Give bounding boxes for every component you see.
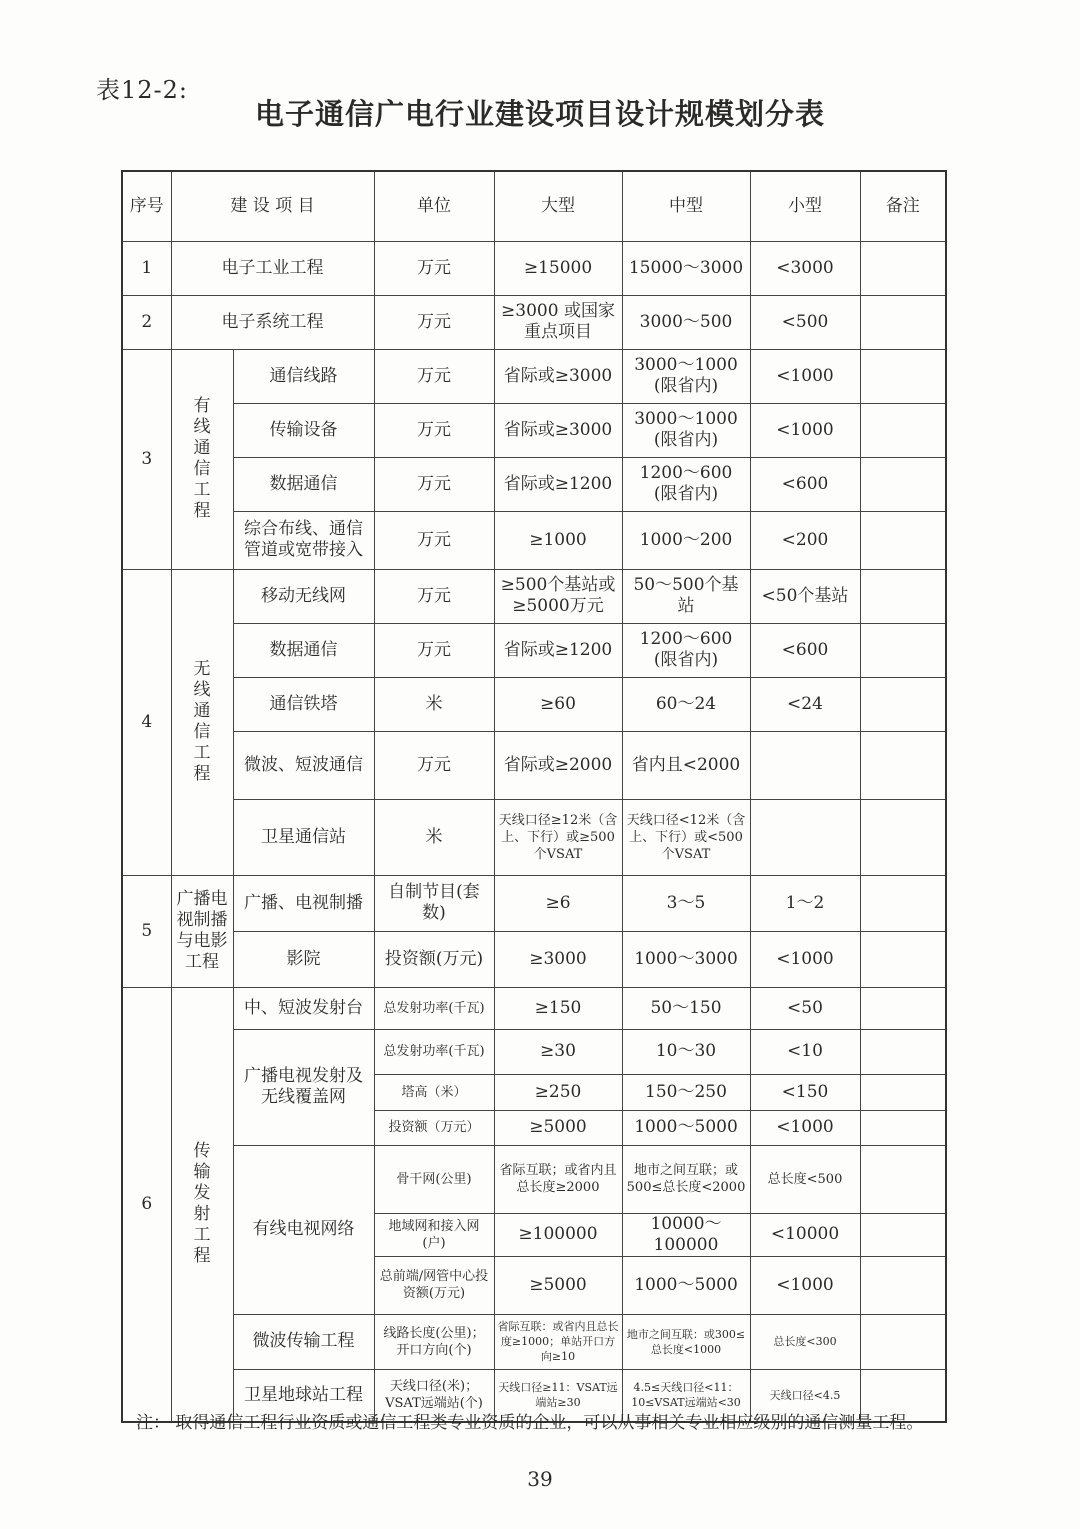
- cell-small: <200: [750, 511, 860, 569]
- cell-medium: 1000～5000: [622, 1110, 750, 1145]
- table-label: 表12-2:: [96, 76, 189, 104]
- cell-unit: 万元: [374, 241, 494, 295]
- cell-remark: [860, 1314, 946, 1369]
- cell-large: 省际或≥2000: [494, 731, 622, 799]
- cell-remark: [860, 987, 946, 1029]
- cell-name: 传输设备: [233, 403, 374, 457]
- cell-large: ≥5000: [494, 1256, 622, 1314]
- header-row: [122, 171, 946, 241]
- cell-unit: 米: [374, 677, 494, 731]
- cell-small: <3000: [750, 241, 860, 295]
- cell-name: 微波、短波通信: [233, 731, 374, 799]
- cell-large: ≥100000: [494, 1213, 622, 1256]
- cell-unit: 米: [374, 799, 494, 875]
- cell-remark: [860, 623, 946, 677]
- cell-name: 中、短波发射台: [233, 987, 374, 1029]
- cell-medium: 1200～600 (限省内): [622, 457, 750, 511]
- table-row: [122, 511, 946, 569]
- cell-medium: 地市之间互联：或300≤总长度<1000: [622, 1314, 750, 1369]
- table-row: [122, 1145, 946, 1213]
- cell-name: 卫星通信站: [233, 799, 374, 875]
- table-row: [122, 457, 946, 511]
- header-project: 建 设 项 目: [171, 171, 374, 241]
- cell-seq: 3: [122, 349, 171, 569]
- cell-unit: 骨干网(公里): [374, 1145, 494, 1213]
- cell-medium: 10～30: [622, 1029, 750, 1074]
- cell-large: ≥60: [494, 677, 622, 731]
- cell-remark: [860, 457, 946, 511]
- cell-remark: [860, 403, 946, 457]
- cell-remark: [860, 1074, 946, 1110]
- cell-small: <1000: [750, 1110, 860, 1145]
- cell-unit: 万元: [374, 569, 494, 623]
- cell-name: 综合布线、通信管道或宽带接入: [233, 511, 374, 569]
- header-remark: 备注: [860, 171, 946, 241]
- cell-large: ≥250: [494, 1074, 622, 1110]
- cell-large: ≥30: [494, 1029, 622, 1074]
- cell-small: <1000: [750, 931, 860, 987]
- cell-large: 省际或≥3000: [494, 349, 622, 403]
- cell-remark: [860, 799, 946, 875]
- footnote: 注： 取得通信工程行业资质或通信工程类专业资质的企业，可以从事相关专业相应级别的通信测量工程。: [136, 1413, 924, 1433]
- cell-medium: 150～250: [622, 1074, 750, 1110]
- cell-large: ≥1000: [494, 511, 622, 569]
- cell-remark: [860, 1110, 946, 1145]
- cell-remark: [860, 295, 946, 349]
- cell-small: <10: [750, 1029, 860, 1074]
- table-row: [122, 241, 946, 295]
- cell-large: ≥150: [494, 987, 622, 1029]
- cell-medium: 地市之间互联；或500≤总长度<2000: [622, 1145, 750, 1213]
- cell-unit: 万元: [374, 349, 494, 403]
- cell-remark: [860, 731, 946, 799]
- cell-name: 数据通信: [233, 623, 374, 677]
- table-row: [122, 295, 946, 349]
- cell-remark: [860, 1145, 946, 1213]
- cell-unit: 万元: [374, 511, 494, 569]
- cell-remark: [860, 1213, 946, 1256]
- cell-category: [171, 987, 233, 1422]
- cell-medium: 省内且<2000: [622, 731, 750, 799]
- cell-large: 省际互联；或省内且总长度≥2000: [494, 1145, 622, 1213]
- cell-large: 省际或≥1200: [494, 457, 622, 511]
- cell-large: ≥500个基站或≥5000万元: [494, 569, 622, 623]
- cell-large: ≥3000: [494, 931, 622, 987]
- cell-name: 卫星地球站工程: [233, 1369, 374, 1422]
- cell-small: <10000: [750, 1213, 860, 1256]
- cell-unit: 总发射功率(千瓦): [374, 1029, 494, 1074]
- cell-large: ≥5000: [494, 1110, 622, 1145]
- cell-remark: [860, 875, 946, 931]
- table-row: [122, 623, 946, 677]
- header-medium: 中型: [622, 171, 750, 241]
- cell-medium: 15000～3000: [622, 241, 750, 295]
- cell-medium: 50～150: [622, 987, 750, 1029]
- cell-unit: 万元: [374, 403, 494, 457]
- cell-large: ≥15000: [494, 241, 622, 295]
- table-row: [122, 799, 946, 875]
- cell-small: <500: [750, 295, 860, 349]
- cell-remark: [860, 1256, 946, 1314]
- cell-large: 天线口径≥11：VSAT远端站≥30: [494, 1369, 622, 1422]
- header-small: 小型: [750, 171, 860, 241]
- cell-medium: 60～24: [622, 677, 750, 731]
- cell-medium: 1000～5000: [622, 1256, 750, 1314]
- cell-small: 1～2: [750, 875, 860, 931]
- cell-name: 数据通信: [233, 457, 374, 511]
- cell-category: 广播电视制播与电影工程: [171, 875, 233, 987]
- cell-small: <1000: [750, 1256, 860, 1314]
- cell-small: <150: [750, 1074, 860, 1110]
- cell-unit: 投资额(万元): [374, 931, 494, 987]
- cell-seq: 4: [122, 569, 171, 875]
- cell-medium: 4.5≤天线口径<11：10≤VSAT远端站<30: [622, 1369, 750, 1422]
- table-row: [122, 569, 946, 623]
- cell-remark: [860, 349, 946, 403]
- cell-medium: 1000～200: [622, 511, 750, 569]
- cell-remark: [860, 569, 946, 623]
- cell-small: <24: [750, 677, 860, 731]
- table-row: [122, 931, 946, 987]
- category-text: 有线通信工程: [193, 396, 211, 521]
- cell-unit: 万元: [374, 457, 494, 511]
- cell-name: 有线电视网络: [233, 1145, 374, 1314]
- cell-seq: 1: [122, 241, 171, 295]
- cell-category: [171, 349, 233, 569]
- cell-name: 广播、电视制播: [233, 875, 374, 931]
- cell-name: 影院: [233, 931, 374, 987]
- cell-medium: 3000～500: [622, 295, 750, 349]
- table-row: [122, 987, 946, 1029]
- cell-seq: 2: [122, 295, 171, 349]
- cell-name: 电子工业工程: [171, 241, 374, 295]
- cell-large: ≥3000 或国家重点项目: [494, 295, 622, 349]
- cell-unit: 万元: [374, 295, 494, 349]
- cell-remark: [860, 241, 946, 295]
- cell-remark: [860, 677, 946, 731]
- cell-medium: 1200～600 (限省内): [622, 623, 750, 677]
- cell-name: 广播电视发射及无线覆盖网: [233, 1029, 374, 1145]
- table-row: [122, 731, 946, 799]
- cell-medium: 3000～1000 (限省内): [622, 349, 750, 403]
- cell-large: 天线口径≥12米（含上、下行）或≥500个VSAT: [494, 799, 622, 875]
- cell-name: 移动无线网: [233, 569, 374, 623]
- page-title: 电子通信广电行业建设项目设计规模划分表: [254, 97, 825, 131]
- table-row: [122, 403, 946, 457]
- cell-small: <1000: [750, 403, 860, 457]
- scale-table: [121, 170, 947, 1423]
- cell-unit: 线路长度(公里)；开口方向(个): [374, 1314, 494, 1369]
- cell-large: 省际互联：或省内且总长度≥1000；单站开口方向≥10: [494, 1314, 622, 1369]
- cell-category: [171, 569, 233, 875]
- table-row: [122, 875, 946, 931]
- cell-unit: 地域网和接入网(户): [374, 1213, 494, 1256]
- category-text: 无线通信工程: [193, 659, 211, 784]
- header-seq: 序号: [122, 171, 171, 241]
- cell-remark: [860, 1029, 946, 1074]
- cell-small: <600: [750, 623, 860, 677]
- cell-seq: 5: [122, 875, 171, 987]
- cell-unit: 自制节目(套数): [374, 875, 494, 931]
- cell-medium: 3000～1000 (限省内): [622, 403, 750, 457]
- page-number: 39: [527, 1467, 553, 1491]
- cell-small: <1000: [750, 349, 860, 403]
- cell-small: <50: [750, 987, 860, 1029]
- cell-medium: 天线口径<12米（含上、下行）或<500个VSAT: [622, 799, 750, 875]
- cell-unit: 天线口径(米)；VSAT远端站(个): [374, 1369, 494, 1422]
- cell-small: [750, 799, 860, 875]
- cell-small: <600: [750, 457, 860, 511]
- cell-medium: 3～5: [622, 875, 750, 931]
- cell-unit: 总前端/网管中心投资额(万元): [374, 1256, 494, 1314]
- cell-medium: 1000～3000: [622, 931, 750, 987]
- table-row: [122, 349, 946, 403]
- cell-seq: 6: [122, 987, 171, 1422]
- table-row: [122, 677, 946, 731]
- cell-small: 总长度<300: [750, 1314, 860, 1369]
- cell-name: 通信线路: [233, 349, 374, 403]
- cell-remark: [860, 931, 946, 987]
- header-unit: 单位: [374, 171, 494, 241]
- cell-unit: 万元: [374, 623, 494, 677]
- cell-medium: 10000～100000: [622, 1213, 750, 1256]
- cell-small: <50个基站: [750, 569, 860, 623]
- cell-name: 微波传输工程: [233, 1314, 374, 1369]
- cell-medium: 50～500个基站: [622, 569, 750, 623]
- table-row: [122, 1314, 946, 1369]
- cell-small: [750, 731, 860, 799]
- category-text: 传输发射工程: [193, 1141, 211, 1267]
- cell-large: 省际或≥1200: [494, 623, 622, 677]
- cell-unit: 万元: [374, 731, 494, 799]
- cell-remark: [860, 511, 946, 569]
- cell-name: 通信铁塔: [233, 677, 374, 731]
- cell-unit: 总发射功率(千瓦): [374, 987, 494, 1029]
- cell-large: 省际或≥3000: [494, 403, 622, 457]
- cell-name: 电子系统工程: [171, 295, 374, 349]
- table-row: [122, 1029, 946, 1074]
- cell-unit: 投资额（万元）: [374, 1110, 494, 1145]
- header-large: 大型: [494, 171, 622, 241]
- cell-large: ≥6: [494, 875, 622, 931]
- cell-small: 天线口径<4.5: [750, 1369, 860, 1422]
- cell-unit: 塔高（米）: [374, 1074, 494, 1110]
- cell-small: 总长度<500: [750, 1145, 860, 1213]
